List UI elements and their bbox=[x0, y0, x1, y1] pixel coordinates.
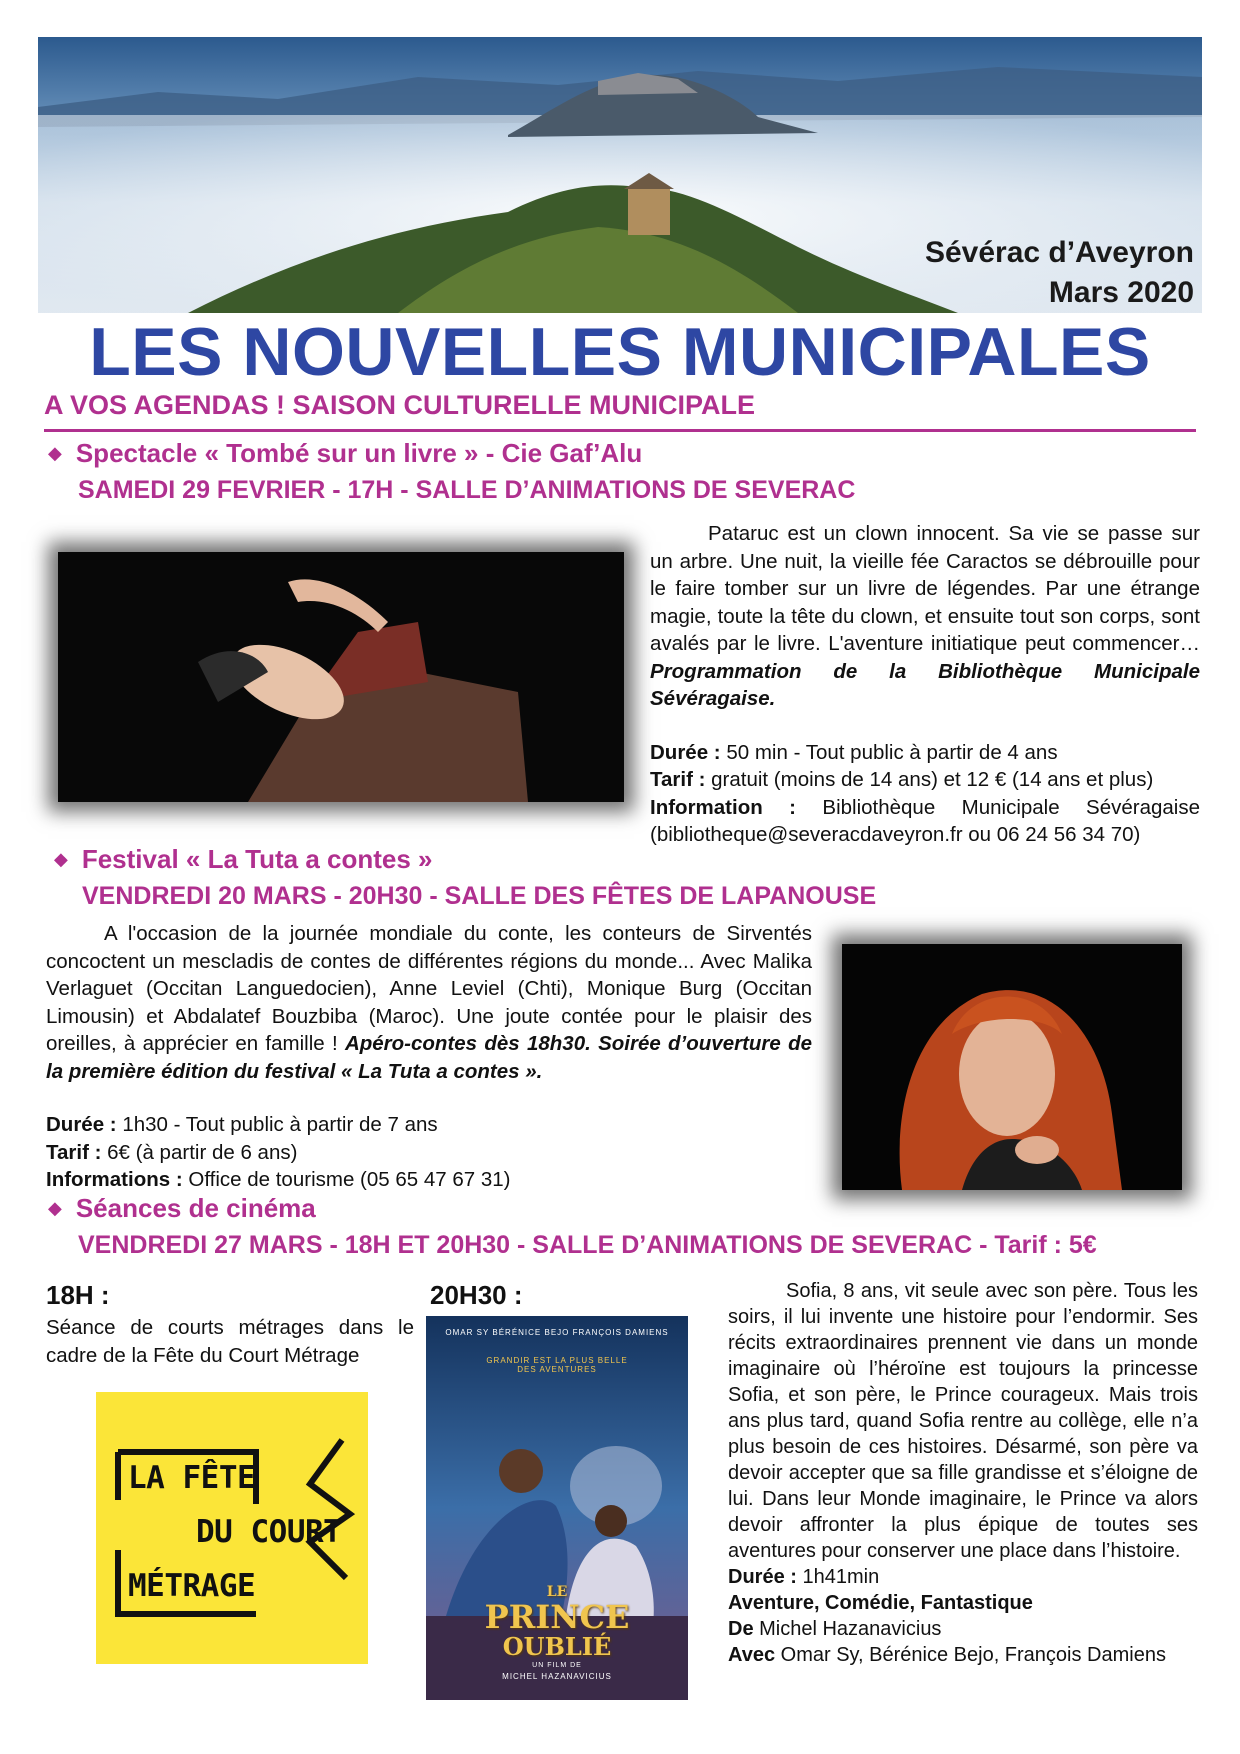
diamond-bullet-icon: ◆ bbox=[54, 849, 68, 869]
duree-label: Durée : bbox=[650, 740, 721, 764]
poster-title-prince: PRINCE bbox=[484, 1598, 630, 1636]
cinema-cast: Omar Sy, Bérénice Bejo, François Damiens bbox=[780, 1644, 1166, 1666]
spectacle-programmation: Programmation de la Bibliothèque Municipale Sévéragaise. bbox=[650, 659, 1200, 710]
spectacle-info: Bibliothèque Municipale Sévéragaise (bibliotheque@severacdaveyron.fr ou 06 24 56 34 70) bbox=[650, 795, 1200, 846]
section-divider bbox=[44, 429, 1196, 432]
town-name: Sévérac d’Aveyron bbox=[924, 236, 1194, 269]
poster-credit: UN FILM DE bbox=[532, 1662, 582, 1669]
event-cinema-date: VENDREDI 27 MARS - 18H ET 20H30 - SALLE D’ANIMATIONS DE SEVERAC - Tarif : 5€ bbox=[78, 1231, 1097, 1259]
poster-title-oublie: OUBLIÉ bbox=[502, 1632, 612, 1661]
cinema-duree: 1h41min bbox=[802, 1566, 880, 1588]
poster-director: MICHEL HAZANAVICIUS bbox=[502, 1672, 612, 1681]
info-label: Information : bbox=[650, 795, 796, 819]
fete-court-metrage-logo bbox=[96, 1392, 368, 1664]
issue-date: Mars 2020 bbox=[1048, 276, 1194, 309]
poster-title-le: LE bbox=[546, 1584, 568, 1600]
event-festival-title bbox=[54, 844, 433, 875]
festival-duree: 1h30 - Tout public à partir de 7 ans bbox=[122, 1113, 438, 1136]
duree-label: Durée : bbox=[728, 1566, 797, 1588]
event-spectacle-title-text: Spectacle « Tombé sur un livre » - Cie Gaf’Alu bbox=[75, 438, 643, 468]
avec-label: Avec bbox=[728, 1644, 776, 1666]
banner-caption bbox=[925, 233, 1194, 313]
logo-line-2: DU COURT bbox=[196, 1514, 342, 1550]
poster-tagline: GRANDIR EST LA PLUS BELLE DES AVENTURES bbox=[486, 1356, 628, 1374]
tarif-label: Tarif : bbox=[46, 1140, 102, 1164]
info-label: Informations : bbox=[46, 1168, 183, 1191]
spectacle-duree: 50 min - Tout public à partir de 4 ans bbox=[726, 740, 1058, 764]
diamond-bullet-icon: ◆ bbox=[48, 1198, 62, 1218]
clown-performer-photo bbox=[58, 552, 624, 802]
tarif-label: Tarif : bbox=[650, 768, 706, 791]
festival-synopsis: A l'occasion de la journée mondiale du conte, les conteurs de Sirventés concoctent un mescladis de contes de différentes régions du monde... Avec Malika Verlaguet (Occitan Languedocien), Anne Leviel (Chti), Monique Burg (Occitan Limousin) et Abdalatef Bouzbiba (Maroc). Une joute contée pour le plaisir des oreilles, à apprécier en famille ! bbox=[46, 922, 812, 1055]
event-festival-description bbox=[46, 920, 812, 1194]
cinema-director: Michel Hazanavicius bbox=[759, 1618, 942, 1640]
poster-actors: OMAR SY BÉRÉNICE BEJO FRANÇOIS DAMIENS bbox=[445, 1328, 669, 1337]
event-cinema-title bbox=[48, 1193, 316, 1224]
page-title: LES NOUVELLES MUNICIPALES bbox=[89, 314, 1151, 390]
storyteller-photo bbox=[842, 944, 1182, 1190]
cinema-synopsis-block bbox=[728, 1278, 1198, 1668]
event-festival-title-text: Festival « La Tuta a contes » bbox=[81, 844, 433, 874]
section-heading: A VOS AGENDAS ! SAISON CULTURELLE MUNICIPALE bbox=[44, 390, 756, 420]
cinema-genre: Aventure, Comédie, Fantastique bbox=[728, 1592, 1033, 1614]
cinema-synopsis: Sofia, 8 ans, vit seule avec son père. Tous les soirs, il lui invente une histoire pour l’endormir. Ses récits extraordinaires prennent vie dans un monde imaginaire où l’héroïne est toujours la princesse Sofia, et son père, le Prince courageux. Mais trois ans plus tard, quand Sofia rentre au collège, elle n’a plus besoin de ces histoires. Désarmé, son père va devoir accepter que sa fille grandisse et s’éloigne de lui. Dans leur Monde imaginaire, le Prince va alors devoir affronter la plus épique de toutes ses aventures pour conserver une place dans l’histoire. bbox=[728, 1280, 1198, 1562]
header-banner-image bbox=[38, 37, 1202, 313]
event-festival-date: VENDREDI 20 MARS - 20H30 - SALLE DES FÊTES DE LAPANOUSE bbox=[82, 882, 877, 910]
festival-highlight: Apéro-contes dès 18h30. Soirée d’ouverture de la première édition du festival « La Tuta a contes ». bbox=[46, 1032, 813, 1083]
prince-oublie-poster bbox=[426, 1316, 688, 1700]
spectacle-tarif: gratuit (moins de 14 ans) et 12 € (14 ans et plus) bbox=[711, 768, 1154, 791]
logo-line-1: LA FÊTE bbox=[128, 1460, 256, 1496]
event-spectacle-date: SAMEDI 29 FEVRIER - 17H - SALLE D’ANIMATIONS DE SEVERAC bbox=[78, 476, 856, 504]
duree-label: Durée : bbox=[46, 1113, 117, 1136]
session1-time: 18H : bbox=[46, 1280, 110, 1310]
diamond-bullet-icon: ◆ bbox=[48, 443, 62, 463]
session1-description: Séance de courts métrages dans le cadre de la Fête du Court Métrage bbox=[46, 1316, 414, 1367]
festival-info: Office de tourisme (05 65 47 67 31) bbox=[188, 1168, 511, 1191]
event-spectacle-description bbox=[650, 520, 1200, 849]
event-spectacle-title bbox=[48, 438, 642, 469]
session2-time: 20H30 : bbox=[430, 1280, 523, 1310]
festival-tarif: 6€ (à partir de 6 ans) bbox=[107, 1140, 298, 1164]
logo-line-3: MÉTRAGE bbox=[128, 1568, 256, 1604]
de-label: De bbox=[728, 1618, 754, 1640]
spectacle-synopsis: Pataruc est un clown innocent. Sa vie se passe sur un arbre. Une nuit, la vieille fée Caractos se débrouille pour le faire tomber sur un livre de légendes. Par une étrange magie, toute la tête du clown, et ensuite tout son corps, sont avalés par le livre. L'aventure initiatique peut commencer… bbox=[650, 522, 1200, 655]
event-cinema-title-text: Séances de cinéma bbox=[75, 1193, 316, 1223]
